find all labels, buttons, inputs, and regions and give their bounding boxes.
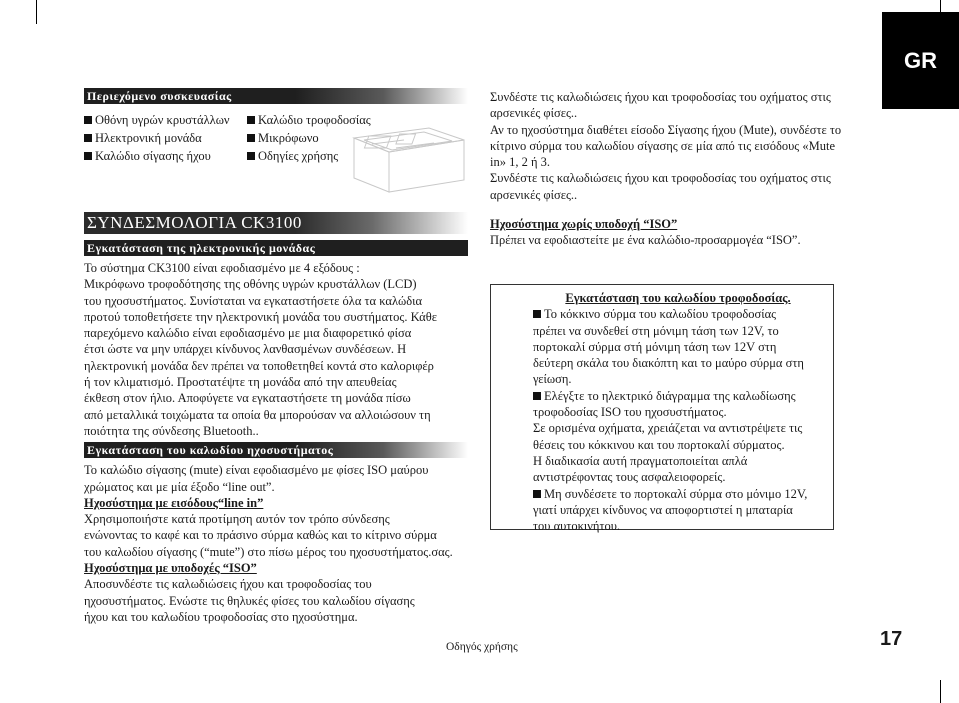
left-column (84, 88, 468, 625)
crop-mark-top-left (36, 0, 37, 24)
right-column: Συνδέστε τις καλωδιώσεις ήχου και τροφοδοσίας του οχήματος στις αρσενικές φίσες.. Αν το ηχοσύστημα διαθέτει είσοδο Σίγασης ήχου (Mute), συνδέστε το κίτρινο σύρμα του καλωδίου σίγασης σε μία από τις εισόδους «Mute in» 1, 2 ή 3. Συνδέστε τις καλωδιώσεις ήχου και τροφοδοσίας του οχήματος στις αρσενικές φίσες.. Ηχοσύστημα χωρίς υποδοχή “ISO” Πρέπει να εφοδιαστείτε με ένα καλώδιο-προσαρμογέα “ISO”. (490, 89, 882, 249)
crop-mark-bottom-right (940, 680, 941, 703)
bullet-square-icon (247, 134, 255, 142)
install-unit-header: Εγκατάσταση της ηλεκτρονικής μονάδας (84, 240, 468, 256)
install-audio-header: Εγκατάσταση του καλωδίου ηχοσυστήματος (84, 442, 468, 458)
language-badge: GR (882, 12, 959, 109)
list-item: Οδηγίες χρήσης (247, 148, 338, 164)
bullet-square-icon (533, 310, 541, 318)
iso-heading: Ηχοσύστημα με υποδοχές “ISO” (84, 561, 257, 576)
contents-header: Περιεχόμενο συσκευασίας (84, 88, 468, 104)
linein-heading: Ηχοσύστημα με εισόδους“line in” (84, 495, 264, 510)
list-item: Οθόνη υγρών κρυστάλλων (84, 112, 230, 128)
bullet-square-icon (84, 116, 92, 124)
footer-label: Οδηγός χρήσης (446, 641, 518, 653)
list-item: Μικρόφωνο (247, 130, 319, 146)
bullet-square-icon (84, 134, 92, 142)
contents-list (84, 112, 468, 168)
power-cable-box: Εγκατάσταση του καλωδίου τροφοδοσίας. Το κόκκινο σύρμα του καλωδίου τροφοδοσίας πρέπει να συνδεθεί στη μόνιμη τάση των 12V, το πορτοκαλί σύρμα στή μόνιμη τάση των 12V στη δεύτερη σκάλα του διακόπτη και το μαύρο σύρμα στη γείωση. Ελέγξτε το ηλεκτρικό διάγραμμα της καλωδίωσης τροφοδοσίας ISO του ηχοσυστήματος. Σε ορισμένα οχήματα, χρειάζεται να αντιστρέψετε τις θέσεις του κόκκινου και του πορτοκαλί σύρματος. Η διαδικασία αυτή πραγματοποιείται απλά αντιστρέφοντας τους ασφαλειοφορείς. Μη συνδέσετε το πορτοκαλί σύρμα στο μόνιμο 12V, γιατί υπάρχει κίνδυνος να αποφορτιστεί η μπαταρία του αυτοκινήτου. (490, 284, 834, 530)
bullet-square-icon (533, 392, 541, 400)
page-number: 17 (880, 628, 903, 650)
list-item: Καλώδιο τροφοδοσίας (247, 112, 371, 128)
bullet-square-icon (247, 116, 255, 124)
install-unit-text: Το σύστημα CK3100 είναι εφοδιασμένο με 4 εξόδους : Μικρόφωνο τροφοδότησης της οθόνης υγρών κρυστάλλων (LCD) του ηχοσυστήματος. Συνίσταται να εγκαταστήσετε όλα τα καλώδια προτού τοποθετήσετε την ηλεκτρονική μονάδα του συστήματος. Κάθε παρεχόμενο καλώδιο είναι εφοδιασμένο με μια διαφορετικό φίσα έτσι ώστε να μην υπάρχει κίνδυνος λανθασμένων συνδέσεων. Η ηλεκτρονική μονάδα δεν πρέπει να τοποθετηθεί κοντά στο καλοριφέρ ή τον κλιματισμό. Προστατέψτε τη μονάδα από την απευθείας έκθεση στον ήλιο. Αποφύγετε να εγκαταστήσετε τη μονάδα πίσω από μεταλλικά τοιχώματα τα οποία θα μπορούσαν να αλλοιώσουν τη ποιότητα της σύνδεσης Bluetooth.. (84, 261, 437, 438)
bullet-square-icon (84, 152, 92, 160)
page-title: ΣΥΝΔΕΣΜΟΛΟΓΙΑ CK3100 (84, 212, 468, 234)
power-cable-title: Εγκατάσταση του καλωδίου τροφοδοσίας. (565, 291, 791, 305)
list-item: Καλώδιο σίγασης ήχου (84, 148, 211, 164)
package-sketch-icon (334, 108, 474, 198)
install-audio-text: Το καλώδιο σίγασης (mute) είναι εφοδιασμένο με φίσες ISO μαύρου χρώματος και με μία έξοδο “line out”. Ηχοσύστημα με εισόδους“line in” Χρησιμοποιήστε κατά προτίμηση αυτόν τον τρόπο σύνδεσης ενώνοντας το καφέ και το πράσινο σύρμα καθώς και το κίτρινο σύρμα του καλωδίου σίγασης (“mute”) στο πίσω μέρος του ηχοσυστήματος.σας. Ηχοσύστημα με υποδοχές “ISO” Αποσυνδέστε τις καλωδιώσεις ήχου και τροφοδοσίας του ηχοσυστήματος. Ενώστε τις θηλυκές φίσες του καλωδίου σίγασης ήχου και του καλωδίου τροφοδοσίας στο ηχοσύστημα. (84, 462, 468, 625)
no-iso-heading: Ηχοσύστημα χωρίς υποδοχή “ISO” (490, 217, 678, 232)
list-item: Ηλεκτρονική μονάδα (84, 130, 202, 146)
bullet-square-icon (247, 152, 255, 160)
bullet-square-icon (533, 490, 541, 498)
